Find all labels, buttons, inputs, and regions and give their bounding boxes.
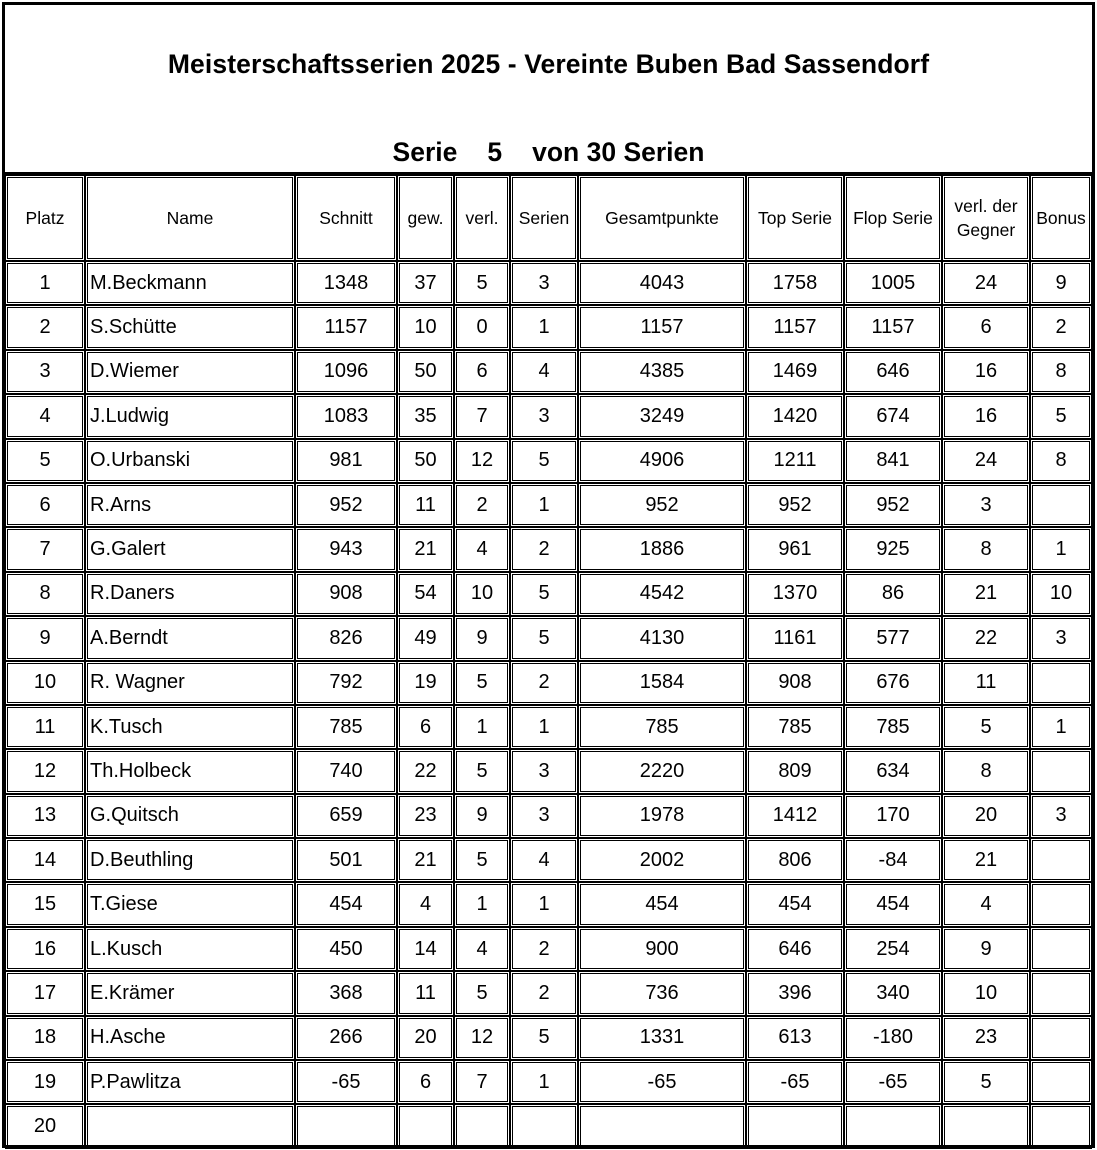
cell-serien: 3 [510,394,578,438]
cell-gesamtpunkte: 454 [578,882,746,926]
cell-verl-der-gegner: 5 [942,1060,1030,1104]
cell-schnitt: 450 [295,927,397,971]
cell-verl: 10 [454,572,510,616]
cell-schnitt: 826 [295,616,397,660]
cell-schnitt: 785 [295,705,397,749]
column-header-bonus: Bonus [1030,175,1092,261]
cell-gew: 50 [397,350,454,394]
table-row [5,927,1092,971]
table-row [5,394,1092,438]
cell-top-serie [746,1104,844,1148]
cell-gesamtpunkte: 1886 [578,527,746,571]
cell-verl [454,1104,510,1148]
cell-verl: 2 [454,483,510,527]
cell-gesamtpunkte: 900 [578,927,746,971]
cell-flop-serie: 170 [844,794,942,838]
cell-platz: 2 [5,305,85,349]
cell-flop-serie: -65 [844,1060,942,1104]
cell-name: K.Tusch [85,705,295,749]
cell-name: J.Ludwig [85,394,295,438]
cell-verl-der-gegner: 22 [942,616,1030,660]
cell-flop-serie: -180 [844,1016,942,1060]
cell-platz: 11 [5,705,85,749]
cell-verl-der-gegner: 21 [942,572,1030,616]
cell-platz: 15 [5,882,85,926]
cell-top-serie: 952 [746,483,844,527]
cell-serien: 1 [510,705,578,749]
table-row [5,1060,1092,1104]
cell-verl-der-gegner: 8 [942,749,1030,793]
cell-verl-der-gegner: 16 [942,394,1030,438]
cell-gesamtpunkte: 1331 [578,1016,746,1060]
column-header-name: Name [85,175,295,261]
cell-serien: 5 [510,572,578,616]
cell-gesamtpunkte: 1584 [578,661,746,705]
cell-verl: 5 [454,971,510,1015]
cell-gesamtpunkte: 2220 [578,749,746,793]
title-band [5,5,1092,175]
cell-name: R.Daners [85,572,295,616]
cell-verl: 12 [454,439,510,483]
cell-gew: 54 [397,572,454,616]
cell-flop-serie: 1157 [844,305,942,349]
cell-top-serie: 396 [746,971,844,1015]
cell-flop-serie: 577 [844,616,942,660]
cell-flop-serie: 340 [844,971,942,1015]
cell-verl-der-gegner: 5 [942,705,1030,749]
cell-serien: 1 [510,1060,578,1104]
cell-top-serie: 454 [746,882,844,926]
column-header-top-serie: Top Serie [746,175,844,261]
cell-platz: 7 [5,527,85,571]
cell-name: D.Beuthling [85,838,295,882]
cell-flop-serie: 86 [844,572,942,616]
cell-bonus: 10 [1030,572,1092,616]
table-row [5,527,1092,571]
cell-verl: 1 [454,705,510,749]
cell-bonus [1030,927,1092,971]
standings-table [5,175,1092,1149]
cell-verl-der-gegner [942,1104,1030,1148]
cell-verl: 9 [454,794,510,838]
cell-bonus: 3 [1030,616,1092,660]
cell-gesamtpunkte: 785 [578,705,746,749]
standings-body [5,261,1092,1149]
cell-gew: 49 [397,616,454,660]
cell-verl: 9 [454,616,510,660]
cell-top-serie: 1370 [746,572,844,616]
table-row [5,483,1092,527]
column-header-flop-serie: Flop Serie [844,175,942,261]
standings-sheet [2,2,1095,1148]
cell-serien: 3 [510,261,578,305]
cell-verl-der-gegner: 24 [942,439,1030,483]
cell-top-serie: 1412 [746,794,844,838]
cell-verl-der-gegner: 10 [942,971,1030,1015]
cell-flop-serie: 952 [844,483,942,527]
table-row [5,1104,1092,1148]
column-header-row [5,175,1092,261]
cell-bonus [1030,971,1092,1015]
cell-top-serie: 1758 [746,261,844,305]
cell-bonus: 8 [1030,439,1092,483]
cell-platz: 13 [5,794,85,838]
cell-verl-der-gegner: 6 [942,305,1030,349]
cell-top-serie: 1211 [746,439,844,483]
cell-gew: 14 [397,927,454,971]
cell-platz: 18 [5,1016,85,1060]
cell-name: L.Kusch [85,927,295,971]
cell-top-serie: 646 [746,927,844,971]
cell-gesamtpunkte: 1157 [578,305,746,349]
cell-bonus [1030,838,1092,882]
cell-gesamtpunkte: 2002 [578,838,746,882]
cell-bonus [1030,882,1092,926]
cell-flop-serie: 646 [844,350,942,394]
cell-flop-serie: 841 [844,439,942,483]
cell-gew: 21 [397,838,454,882]
cell-platz: 8 [5,572,85,616]
cell-bonus: 1 [1030,705,1092,749]
cell-verl-der-gegner: 9 [942,927,1030,971]
cell-verl-der-gegner: 16 [942,350,1030,394]
cell-platz: 9 [5,616,85,660]
cell-verl: 5 [454,749,510,793]
cell-bonus: 8 [1030,350,1092,394]
cell-serien: 3 [510,794,578,838]
serie-label: Serie [392,137,458,167]
cell-platz: 14 [5,838,85,882]
cell-gew [397,1104,454,1148]
table-row [5,838,1092,882]
cell-verl: 4 [454,927,510,971]
cell-serien: 5 [510,1016,578,1060]
cell-bonus [1030,661,1092,705]
cell-platz: 5 [5,439,85,483]
cell-platz: 4 [5,394,85,438]
cell-schnitt: 1083 [295,394,397,438]
cell-serien: 3 [510,749,578,793]
cell-name: E.Krämer [85,971,295,1015]
cell-gesamtpunkte: 3249 [578,394,746,438]
cell-serien: 4 [510,350,578,394]
cell-serien: 2 [510,971,578,1015]
cell-schnitt: 266 [295,1016,397,1060]
cell-platz: 6 [5,483,85,527]
cell-name: G.Galert [85,527,295,571]
cell-gew: 19 [397,661,454,705]
cell-gew: 21 [397,527,454,571]
serie-total: von 30 Serien [532,137,705,167]
cell-verl-der-gegner: 24 [942,261,1030,305]
cell-gew: 23 [397,794,454,838]
cell-serien: 1 [510,882,578,926]
cell-verl-der-gegner: 23 [942,1016,1030,1060]
cell-gew: 22 [397,749,454,793]
cell-bonus [1030,1104,1092,1148]
cell-schnitt: 454 [295,882,397,926]
column-header-platz: Platz [5,175,85,261]
cell-gesamtpunkte: 1978 [578,794,746,838]
cell-top-serie: 613 [746,1016,844,1060]
cell-verl-der-gegner: 20 [942,794,1030,838]
cell-name [85,1104,295,1148]
cell-serien: 2 [510,661,578,705]
cell-gesamtpunkte: -65 [578,1060,746,1104]
cell-schnitt: 908 [295,572,397,616]
cell-bonus: 3 [1030,794,1092,838]
cell-serien: 5 [510,616,578,660]
cell-platz: 16 [5,927,85,971]
cell-bonus [1030,749,1092,793]
column-header-verl-der-gegner: verl. der Gegner [942,175,1030,261]
cell-verl: 5 [454,838,510,882]
cell-schnitt: 1348 [295,261,397,305]
cell-gesamtpunkte: 4542 [578,572,746,616]
cell-top-serie: 961 [746,527,844,571]
cell-top-serie: 1469 [746,350,844,394]
cell-verl: 0 [454,305,510,349]
cell-verl-der-gegner: 11 [942,661,1030,705]
cell-serien: 2 [510,927,578,971]
cell-gew: 6 [397,705,454,749]
cell-schnitt: 1157 [295,305,397,349]
table-row [5,350,1092,394]
cell-name: T.Giese [85,882,295,926]
cell-top-serie: 908 [746,661,844,705]
table-row [5,616,1092,660]
cell-flop-serie: 785 [844,705,942,749]
table-row [5,261,1092,305]
cell-schnitt: 740 [295,749,397,793]
cell-gew: 37 [397,261,454,305]
cell-gew: 10 [397,305,454,349]
cell-name: G.Quitsch [85,794,295,838]
column-header-gesamtpunkte: Gesamtpunkte [578,175,746,261]
table-row [5,749,1092,793]
cell-name: R.Arns [85,483,295,527]
cell-name: Th.Holbeck [85,749,295,793]
cell-verl: 5 [454,661,510,705]
cell-flop-serie: 254 [844,927,942,971]
cell-bonus [1030,1060,1092,1104]
cell-flop-serie: 454 [844,882,942,926]
cell-gesamtpunkte: 4130 [578,616,746,660]
cell-top-serie: 785 [746,705,844,749]
cell-platz: 20 [5,1104,85,1148]
cell-verl-der-gegner: 21 [942,838,1030,882]
cell-serien: 5 [510,439,578,483]
cell-schnitt: 659 [295,794,397,838]
cell-verl: 7 [454,1060,510,1104]
cell-schnitt: 368 [295,971,397,1015]
serie-progress [5,137,1092,168]
cell-schnitt: 952 [295,483,397,527]
cell-platz: 17 [5,971,85,1015]
cell-gesamtpunkte: 4043 [578,261,746,305]
cell-bonus [1030,483,1092,527]
cell-name: R. Wagner [85,661,295,705]
cell-schnitt: 981 [295,439,397,483]
cell-verl: 12 [454,1016,510,1060]
cell-flop-serie: 925 [844,527,942,571]
cell-bonus: 5 [1030,394,1092,438]
cell-serien: 2 [510,527,578,571]
column-header-schnitt: Schnitt [295,175,397,261]
cell-schnitt: 943 [295,527,397,571]
cell-top-serie: 1157 [746,305,844,349]
table-row [5,572,1092,616]
table-row [5,794,1092,838]
cell-verl: 1 [454,882,510,926]
column-header-verl: verl. [454,175,510,261]
cell-gew: 20 [397,1016,454,1060]
cell-gesamtpunkte: 4385 [578,350,746,394]
cell-gew: 6 [397,1060,454,1104]
cell-schnitt: 501 [295,838,397,882]
cell-name: A.Berndt [85,616,295,660]
serie-number: 5 [487,137,503,167]
table-row [5,882,1092,926]
cell-gesamtpunkte: 736 [578,971,746,1015]
cell-flop-serie: -84 [844,838,942,882]
cell-gesamtpunkte: 952 [578,483,746,527]
table-row [5,661,1092,705]
cell-serien: 4 [510,838,578,882]
cell-bonus: 2 [1030,305,1092,349]
cell-name: P.Pawlitza [85,1060,295,1104]
table-row [5,705,1092,749]
cell-top-serie: 809 [746,749,844,793]
cell-verl-der-gegner: 3 [942,483,1030,527]
cell-schnitt: 792 [295,661,397,705]
cell-gew: 4 [397,882,454,926]
cell-schnitt [295,1104,397,1148]
cell-top-serie: 1420 [746,394,844,438]
cell-verl: 7 [454,394,510,438]
cell-platz: 3 [5,350,85,394]
cell-verl: 5 [454,261,510,305]
cell-flop-serie: 676 [844,661,942,705]
cell-gew: 11 [397,483,454,527]
cell-name: M.Beckmann [85,261,295,305]
cell-flop-serie: 674 [844,394,942,438]
cell-verl: 4 [454,527,510,571]
cell-platz: 12 [5,749,85,793]
cell-name: S.Schütte [85,305,295,349]
cell-name: O.Urbanski [85,439,295,483]
cell-verl: 6 [454,350,510,394]
page-title: Meisterschaftsserien 2025 - Vereinte Buben Bad Sassendorf [167,49,930,79]
table-row [5,1016,1092,1060]
cell-schnitt: 1096 [295,350,397,394]
cell-top-serie: -65 [746,1060,844,1104]
cell-gew: 35 [397,394,454,438]
cell-flop-serie: 1005 [844,261,942,305]
cell-gesamtpunkte [578,1104,746,1148]
table-row [5,305,1092,349]
cell-serien: 1 [510,483,578,527]
cell-verl-der-gegner: 8 [942,527,1030,571]
cell-flop-serie: 634 [844,749,942,793]
cell-bonus: 1 [1030,527,1092,571]
cell-name: D.Wiemer [85,350,295,394]
table-row [5,971,1092,1015]
cell-gew: 11 [397,971,454,1015]
cell-bonus [1030,1016,1092,1060]
cell-gesamtpunkte: 4906 [578,439,746,483]
cell-top-serie: 806 [746,838,844,882]
column-header-serien: Serien [510,175,578,261]
cell-bonus: 9 [1030,261,1092,305]
cell-platz: 1 [5,261,85,305]
cell-serien: 1 [510,305,578,349]
cell-platz: 19 [5,1060,85,1104]
table-row [5,439,1092,483]
cell-serien [510,1104,578,1148]
cell-schnitt: -65 [295,1060,397,1104]
cell-platz: 10 [5,661,85,705]
column-header-gew: gew. [397,175,454,261]
cell-gew: 50 [397,439,454,483]
cell-verl-der-gegner: 4 [942,882,1030,926]
cell-top-serie: 1161 [746,616,844,660]
cell-name: H.Asche [85,1016,295,1060]
cell-flop-serie [844,1104,942,1148]
